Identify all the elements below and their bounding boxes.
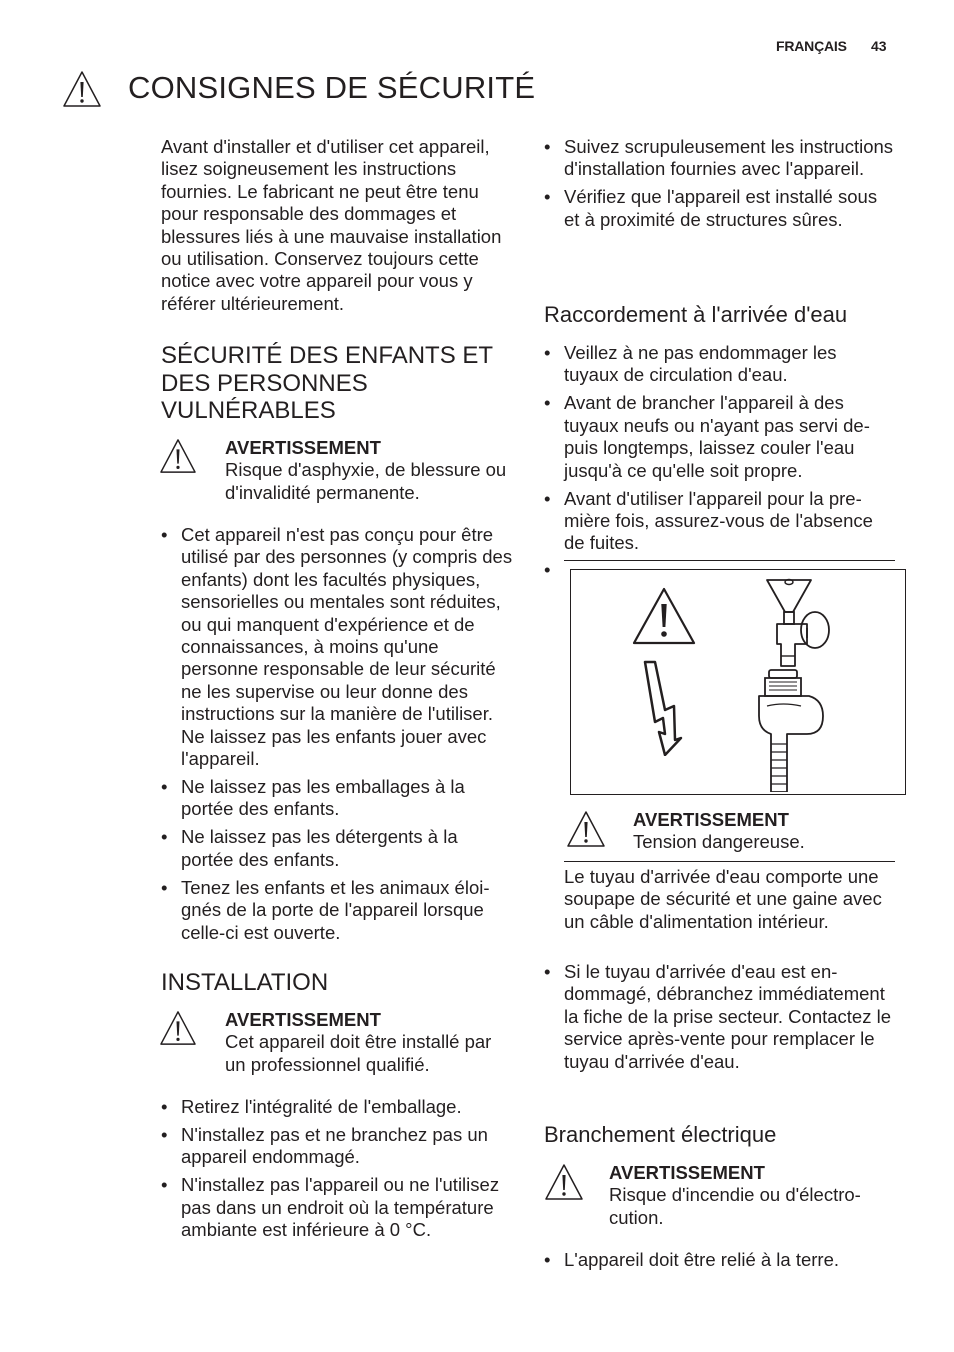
list-item: • Cet appareil n'est pas conçu pour être utilisé par des personnes (y compris des enfants) dont les facultés physiques, sensorielles ou mentales sont réduites, ou qui manquent d'expérience et de connaissances, à moins qu'une personne responsable de leur sécurité ne les supervise ou leur donne des instructions sur la manière de l'utiliser. Ne laissez pas les enfants jouer avec l'appareil. [161, 524, 515, 770]
warning-block [225, 437, 515, 504]
warning-triangle-icon [566, 810, 606, 848]
figure-hose-safety [570, 569, 906, 795]
water-paragraph: Le tuyau d'arrivée d'eau comporte une soupape de sécurité et une gaine avec un câble d'alimentation intérieur. [564, 866, 882, 932]
warning-title: AVERTISSEMENT [225, 437, 381, 458]
water-section-heading: Raccordement à l'arrivée d'eau [544, 302, 848, 327]
intro-paragraph: Avant d'installer et d'utiliser cet appareil, lisez soigneusement les instructions fournies. Le fabricant ne peut être tenu pour responsable des dommages et blessures liés à une mauvaise installation ou utilisation. Conservez toujours cette notice avec votre appareil pour vous y référer ultérieurement. [161, 136, 502, 314]
list-item: • Avant d'utiliser l'appareil pour la première fois, assurez-vous de l'absence de fuites. [544, 488, 896, 555]
warning-text: Risque d'asphyxie, de blessure ou d'invalidité permanente. [225, 459, 507, 503]
header-language: FRANÇAIS [776, 38, 847, 54]
heading-line: VULNÉRABLES [161, 397, 336, 424]
list-item: • Si le tuyau d'arrivée d'eau est endommagé, débranchez immédiatement la fiche de la prise secteur. Contactez le service après-vente pour remplacer le tuyau d'arrivée d'eau. [544, 961, 896, 1073]
warning-title: AVERTISSEMENT [633, 809, 789, 830]
warning-triangle-icon [159, 1010, 197, 1046]
lightning-icon [641, 660, 685, 756]
water-bullet-list [544, 342, 896, 560]
page-number: 43 [871, 38, 887, 54]
list-item: • Ne laissez pas les emballages à la portée des enfants. [161, 776, 515, 821]
list-item: • Vérifiez que l'appareil est installé sous et à proximité de structures sûres. [544, 186, 896, 231]
children-section-heading [161, 342, 517, 425]
list-item: • Ne laissez pas les détergents à la portée des enfants. [161, 826, 515, 871]
warning-title: AVERTISSEMENT [225, 1009, 381, 1030]
page-title: CONSIGNES DE SÉCURITÉ [128, 70, 536, 105]
warning-title: AVERTISSEMENT [609, 1162, 765, 1183]
warning-text: Tension dangereuse. [633, 831, 805, 853]
installation-bullet-list [161, 1096, 515, 1247]
list-item: • Avant de brancher l'appareil à des tuyaux neufs ou n'ayant pas servi depuis longtemps, laissez couler l'eau jusqu'à ce qu'elle soit propre. [544, 392, 896, 482]
heading-line: DES PERSONNES [161, 369, 368, 397]
warning-triangle-icon [62, 70, 102, 108]
bullet-marker: • [544, 559, 551, 580]
warning-block [225, 1009, 515, 1076]
list-item: • Tenez les enfants et les animaux éloignés de la porte de l'appareil lorsque celle-ci est ouverte. [161, 877, 515, 944]
list-item: • L'appareil doit être relié à la terre. [544, 1249, 896, 1271]
heading-line: SÉCURITÉ DES ENFANTS ET [161, 342, 494, 369]
electrical-section-heading: Branchement électrique [544, 1122, 777, 1147]
warning-triangle-icon [631, 586, 697, 646]
warning-block [609, 1162, 895, 1229]
list-item: • Retirez l'intégralité de l'emballage. [161, 1096, 515, 1118]
children-bullet-list [161, 524, 515, 950]
list-item: • N'installez pas l'appareil ou ne l'utilisez pas dans un endroit où la température ambiante est inférieure à 0 °C. [161, 1174, 515, 1241]
list-item: • N'installez pas et ne branchez pas un appareil endommagé. [161, 1124, 515, 1169]
electrical-bullet-list [544, 1249, 896, 1277]
hose-connector-icon [753, 668, 833, 792]
water-tap-icon [751, 578, 841, 670]
list-item: • Suivez scrupuleusement les instructions d'installation fournies avec l'appareil. [544, 136, 896, 181]
divider [564, 861, 895, 862]
water-bullet-list-2 [544, 961, 896, 1079]
divider [564, 560, 895, 561]
warning-block [633, 809, 895, 854]
warning-triangle-icon [159, 438, 197, 474]
installation-heading: INSTALLATION [161, 969, 329, 996]
list-item: • Veillez à ne pas endommager les tuyaux de circulation d'eau. [544, 342, 896, 387]
warning-triangle-icon [544, 1163, 584, 1201]
warning-text: Cet appareil doit être installé par un professionnel qualifié. [225, 1031, 492, 1075]
installation-bullet-list-continued [544, 136, 896, 237]
warning-text: Risque d'incendie ou d'électrocution. [609, 1184, 861, 1228]
